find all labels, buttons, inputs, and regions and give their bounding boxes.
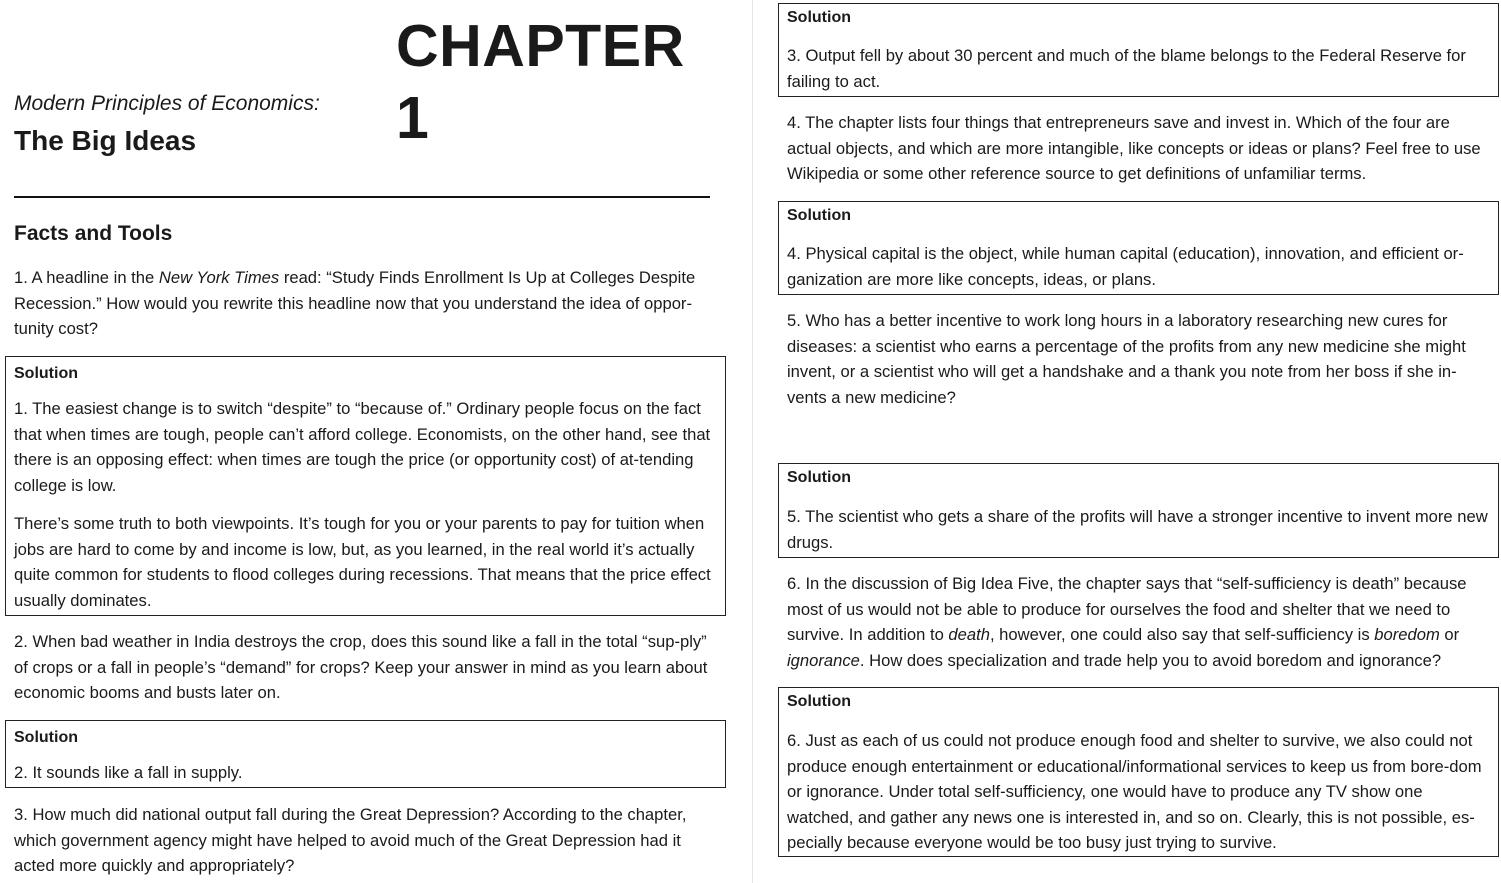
solution-label: Solution [787,207,851,224]
question-2: 2. When bad weather in India destroys the crop, does this sound like a fall in the total “sup-ply” of crops or a fall in people’s “demand” for crops? Keep your answer in mind as you learn about economic booms and busts later on. [14,632,708,703]
solution-label: Solution [787,469,851,486]
title-rule [14,196,710,198]
solution-box-2 [5,720,726,788]
question-5: 5. Who has a better incentive to work long hours in a laboratory researching new cures for diseases: a scientist who earns a percentage of the profits from any new medicine she might invent, or a scientist who will get a handshake and a thank you note from her boss if she in-vents a new medicine? [787,311,1466,407]
solution-box-5 [778,463,1499,558]
solution-1-para-1: 1. The easiest change is to switch “despite” to “because of.” Ordinary people focus on the fact that when times are tough, people can’t afford college. Economists, on the other hand, see that there is an opposing effect: when times are tough the price (or opportunity cost) of at-tending college is low. [14,399,711,495]
question-6-part-d: . How does specialization and trade help you to avoid boredom and ignorance? [859,650,1442,670]
solution-box-6 [778,687,1499,857]
solution-box-4 [778,201,1499,295]
column-divider [752,0,753,883]
solution-5-text: 5. The scientist who gets a share of the profits will have a stronger incentive to invent more new drugs. [787,507,1488,552]
section-heading: Facts and Tools [14,222,173,245]
solution-box-1 [5,356,726,616]
solution-4-text: 4. Physical capital is the object, while human capital (education), innovation, and efficient or-ganization are more like concepts, ideas, or plans. [787,244,1464,289]
question-1-newspaper: New York Times [158,268,280,287]
solution-label: Solution [14,729,78,746]
question-6-boredom: boredom [1374,625,1440,645]
solution-1-para-2: There’s some truth to both viewpoints. It’s tough for you or your parents to pay for tuition when jobs are hard to come by and income is low, but, as you learned, in the real world it’s actually quite common for students to flood colleges during recessions. That means that the price effect usually dominates. [14,514,711,610]
solution-6-text: 6. Just as each of us could not produce enough food and shelter to survive, we also could not produce enough entertainment or educational/informational services to keep us from bore-dom or ignorance. Under total self-sufficiency, one would have to produce any TV show one watched, and gather any news one is interested in, and so on. Clearly, this is not possible, es-pecially because everyone would be too busy just trying to survive. [787,731,1482,853]
question-3: 3. How much did national output fall during the Great Depression? According to the chapter, which government agency might have helped to avoid much of the Great Depression had it acted more quickly and appropriately? [14,805,687,876]
solution-2-text: 2. It sounds like a fall in supply. [14,763,243,782]
question-6-part-b: , however, one could also say that self-sufficiency is [989,625,1375,645]
question-6 [787,571,1492,673]
question-6-part-c: or [1439,625,1460,645]
question-1 [14,265,719,342]
question-1-pre: 1. A headline in the [14,268,159,287]
solution-label: Solution [787,693,851,710]
solution-3-text: 3. Output fell by about 30 percent and much of the blame belongs to the Federal Reserve for failing to act. [787,46,1466,91]
chapter-heading: CHAPTER 1 [396,13,685,151]
book-subtitle: Modern Principles of Economics: [14,92,320,115]
question-6-death: death [948,625,990,645]
question-6-part-a: 6. In the discussion of Big Idea Five, the chapter says that “self-sufficiency is death” because most of us would not be able to produce for ourselves the food and shelter that we need to survive. In addition to [787,574,1467,645]
solution-label: Solution [787,9,851,26]
solution-label: Solution [14,365,78,382]
solution-box-3 [778,3,1499,97]
question-4: 4. The chapter lists four things that entrepreneurs save and invest in. Which of the four are actual objects, and which are more intangible, like concepts or ideas or plans? Feel free to use Wikipedia or some other reference source to get definitions of unfamiliar terms. [787,113,1481,184]
chapter-title: The Big Ideas [14,125,197,156]
question-1-post: read: “Study Finds Enrollment Is Up at Colleges Despite Recession.” How would you rewrite this headline now that you understand the idea of oppor-tunity cost? [14,268,696,339]
question-6-ignorance: ignorance [787,650,860,670]
